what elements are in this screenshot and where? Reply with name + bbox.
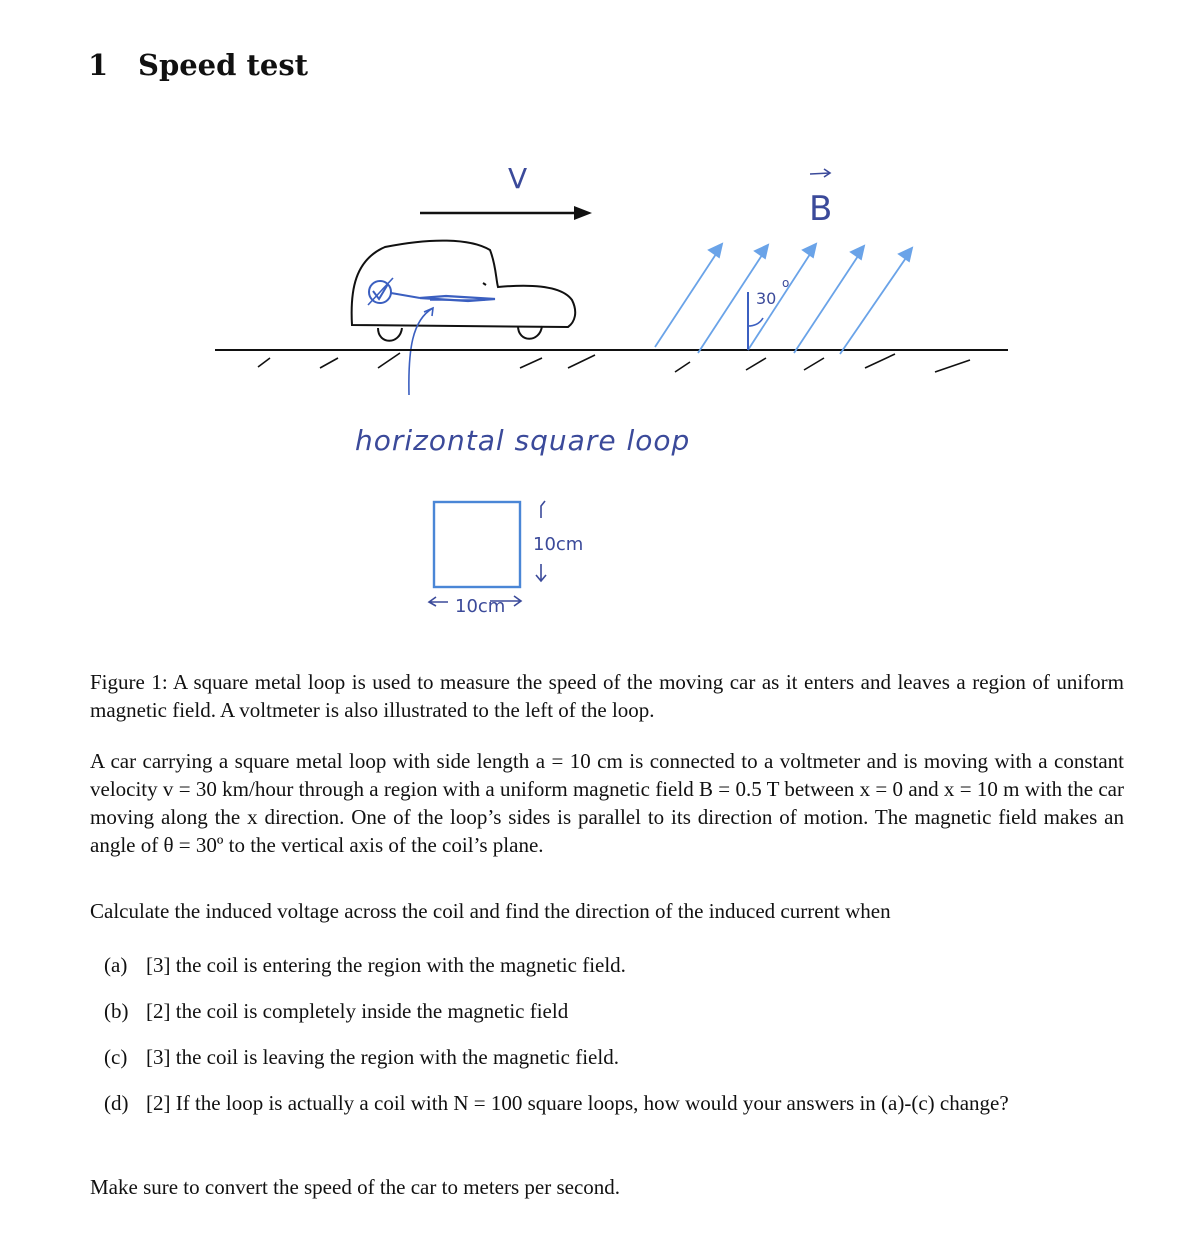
side-arrow-down [536,564,546,581]
part-text: [3] the coil is entering the region with the magnetic field. [146,953,626,977]
part-label: (d) [104,1091,129,1115]
angle-label: 30 [756,289,777,308]
side-arrow-up [541,501,545,518]
section-number: 1 [88,48,109,82]
question-part-d [104,1089,1124,1117]
square-loop [434,502,520,587]
question-part-a [104,951,1124,979]
loop-pointer [409,308,433,395]
section-heading [88,48,308,82]
problem-paragraph: A car carrying a square metal loop with side length a = 10 cm is connected to a voltmeter and is moving with a constant velocity v = 30 km/hour through a region with a uniform magnetic field B = 0.5 T between x = 0 and x = 10 m with the car moving along the x direction. One of the loop’s sides is parallel to its direction of motion. The magnetic field makes an angle of θ = 30º to the vertical axis of the coil’s plane. [90,749,1124,857]
velocity-label: V [508,162,528,195]
question-part-c [104,1043,1124,1071]
question-parts [104,951,1124,1135]
ground-hatching [258,353,970,372]
car-wheel-front [378,328,402,341]
part-text: [2] the coil is completely inside the magnetic field [146,999,569,1023]
side-length-vertical: 10cm [533,534,584,555]
part-text: [3] the coil is leaving the region with the magnetic field. [146,1045,619,1069]
part-label: (b) [104,999,129,1023]
loop-label: horizontal square loop [355,424,691,457]
angle-degree: o [782,276,790,290]
side-arrow-left [429,597,448,606]
car-body [352,241,576,327]
task-paragraph: Calculate the induced voltage across the coil and find the direction of the induced current when [90,899,891,923]
part-label: (c) [104,1045,128,1069]
part-label: (a) [104,953,128,977]
velocity-arrowhead [574,206,592,220]
figure-caption: Figure 1: A square metal loop is used to measure the speed of the moving car as it enters and leaves a region of uniform magnetic field. A voltmeter is also illustrated to the left of the loop. [90,670,1124,722]
magnetic-field-lines [655,244,912,354]
side-length-horizontal: 10cm [455,596,506,617]
field-vector-arrow [810,173,830,174]
figure-sketch [200,150,1020,650]
conversion-note: Make sure to convert the speed of the car to meters per second. [90,1175,621,1199]
section-title: Speed test [138,48,309,82]
part-text: [2] If the loop is actually a coil with N = 100 square loops, how would your answers in (a)-(c) change? [146,1091,1009,1115]
angle-arc [748,318,763,326]
field-label: B [809,189,833,229]
question-part-b [104,997,1124,1025]
car-wheel-rear [518,326,542,339]
